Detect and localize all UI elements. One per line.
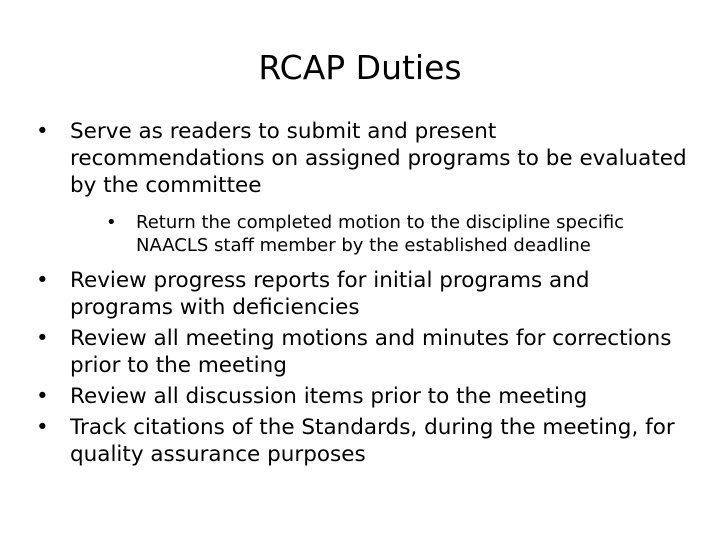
bullet-text: Review progress reports for initial programs and programs with deficiencies xyxy=(70,268,590,320)
bullet-text: Serve as readers to submit and present recommendations on assigned programs to be evaluated by the committee xyxy=(70,119,687,198)
bullet-dot-icon: • xyxy=(36,384,49,409)
sub-bullet-item xyxy=(106,211,696,257)
bullet-dot-icon: • xyxy=(36,326,49,351)
sub-bullet-dot-icon: • xyxy=(106,212,117,233)
bullet-item xyxy=(36,414,696,468)
bullet-text: Review all meeting motions and minutes for corrections prior to the meeting xyxy=(70,326,672,378)
sub-bullet-text: Return the completed motion to the discipline specific NAACLS staff member by the established deadline xyxy=(136,212,625,256)
bullet-dot-icon: • xyxy=(36,119,49,144)
bullet-text: Track citations of the Standards, during the meeting, for quality assurance purposes xyxy=(70,415,675,467)
bullet-list xyxy=(36,118,696,468)
bullet-item xyxy=(36,267,696,321)
sub-bullet-list xyxy=(70,211,696,257)
bullet-item xyxy=(36,325,696,379)
bullet-dot-icon: • xyxy=(36,415,49,440)
bullet-dot-icon: • xyxy=(36,268,49,293)
bullet-text: Review all discussion items prior to the meeting xyxy=(70,384,588,409)
bullet-item xyxy=(36,118,696,257)
bullet-item xyxy=(36,383,696,410)
slide-title: RCAP Duties xyxy=(258,48,462,87)
